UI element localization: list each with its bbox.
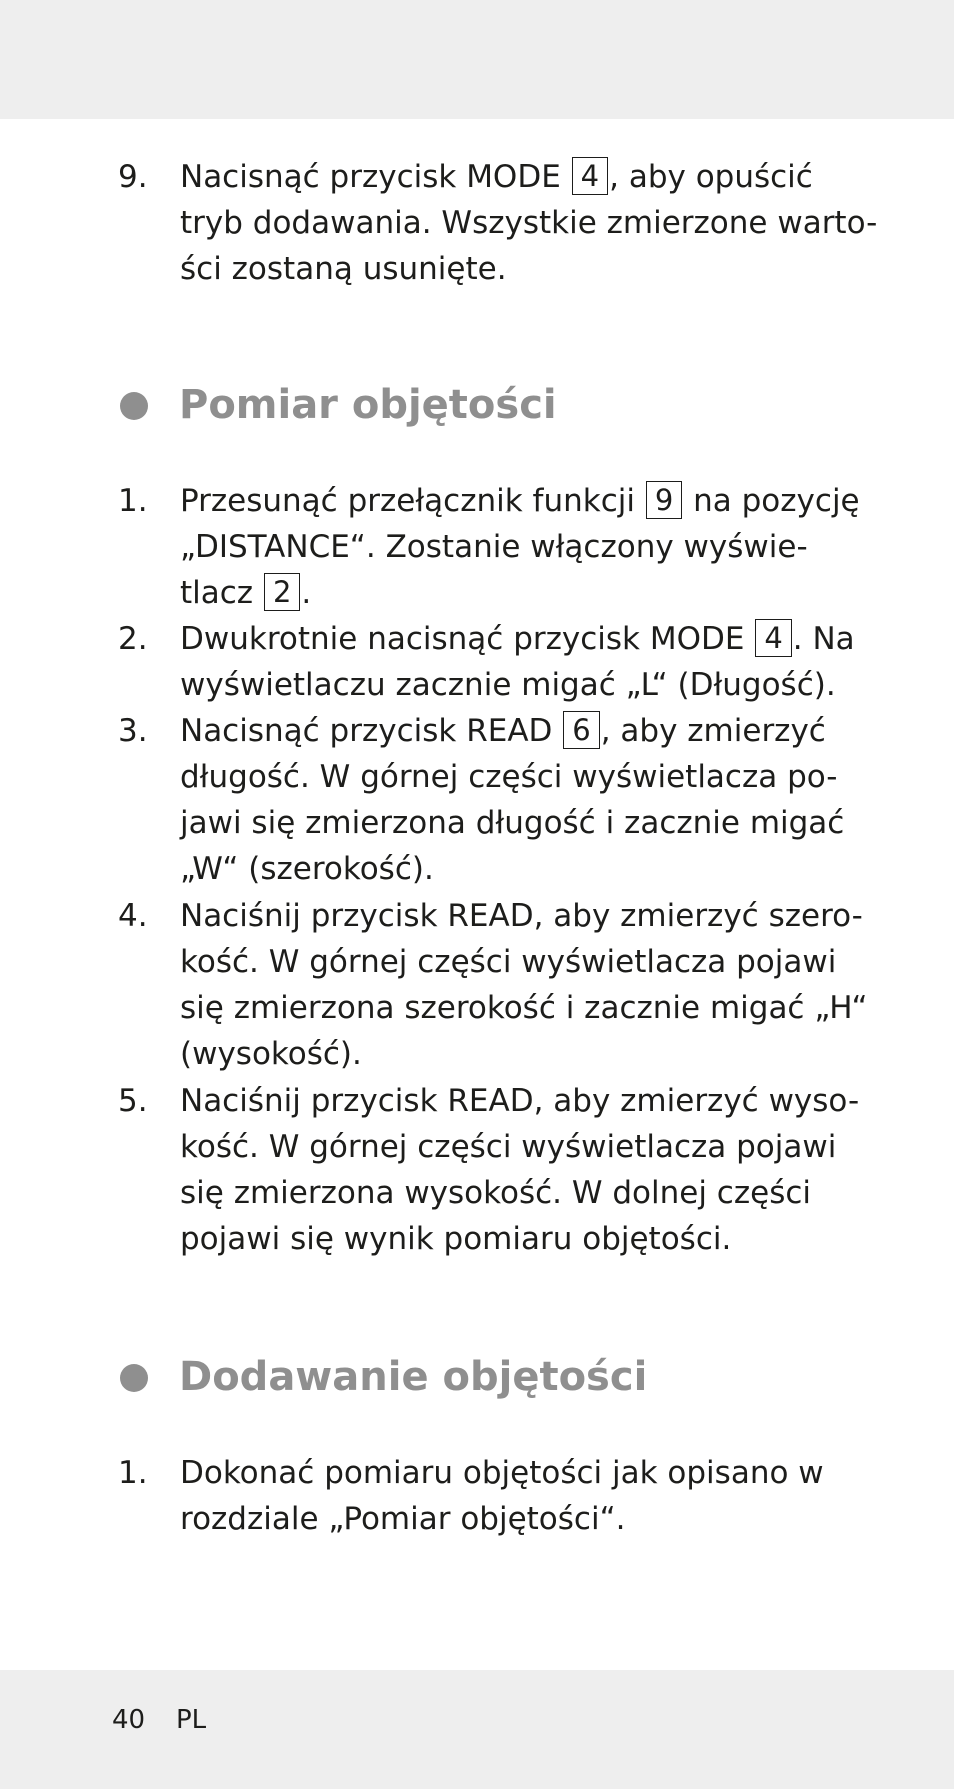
text-line: Nacisnąć przycisk READ 6 , aby zmierzyć xyxy=(180,713,826,749)
list-item-text xyxy=(180,1450,838,1542)
text-line: Naciśnij przycisk READ, aby zmierzyć szero- xyxy=(180,898,863,934)
list-item-number: 2. xyxy=(118,621,148,657)
list-item xyxy=(118,478,860,616)
language-code: PL xyxy=(176,1705,207,1735)
text-line: długość. W górnej części wyświetlacza po- xyxy=(180,759,838,795)
page-number: 40 xyxy=(112,1705,146,1735)
list-item-text xyxy=(180,1078,860,1262)
bullet-icon xyxy=(120,392,148,420)
text-line: Dokonać pomiaru objętości jak opisano w xyxy=(180,1455,824,1491)
bullet-icon xyxy=(120,1364,148,1392)
text-line: Naciśnij przycisk READ, aby zmierzyć wyso- xyxy=(180,1083,860,1119)
text-line: kość. W górnej części wyświetlacza pojawi xyxy=(180,944,837,980)
list-item xyxy=(118,616,855,708)
header-band xyxy=(0,0,954,119)
list-item xyxy=(118,154,878,292)
text-line: Dwukrotnie nacisnąć przycisk MODE 4 . Na xyxy=(180,621,855,657)
text-line: się zmierzona wysokość. W dolnej części xyxy=(180,1175,812,1211)
list-item-number: 5. xyxy=(118,1083,148,1119)
list-item-text xyxy=(180,478,860,616)
text-line: tryb dodawania. Wszystkie zmierzone warto- xyxy=(180,205,878,241)
list-item-text xyxy=(180,154,878,292)
section-title: Pomiar objętości xyxy=(179,382,557,428)
list-item-text xyxy=(180,708,845,892)
section-title: Dodawanie objętości xyxy=(179,1354,648,1400)
text-line: wyświetlaczu zacznie migać „L“ (Długość). xyxy=(180,667,836,703)
list-item-number: 4. xyxy=(118,898,148,934)
reference-number-box: 4 xyxy=(755,619,791,657)
text-line: Przesunąć przełącznik funkcji 9 na pozycję xyxy=(180,483,860,519)
text-line: „W“ (szerokość). xyxy=(180,851,434,887)
list-item-number: 1. xyxy=(118,1455,148,1491)
text-line: ści zostaną usunięte. xyxy=(180,251,507,287)
reference-number-box: 2 xyxy=(264,573,300,611)
list-item xyxy=(118,893,868,1077)
list-item-number: 9. xyxy=(118,159,148,195)
list-item-number: 3. xyxy=(118,713,148,749)
text-line: (wysokość). xyxy=(180,1036,362,1072)
text-line: jawi się zmierzona długość i zacznie migać xyxy=(180,805,845,841)
text-line: Nacisnąć przycisk MODE 4 , aby opuścić xyxy=(180,159,813,195)
text-line: rozdziale „Pomiar objętości“. xyxy=(180,1501,626,1537)
reference-number-box: 9 xyxy=(646,481,682,519)
list-item-text xyxy=(180,616,855,708)
list-item-number: 1. xyxy=(118,483,148,519)
list-item xyxy=(118,1450,838,1542)
text-line: się zmierzona szerokość i zacznie migać „H“ xyxy=(180,990,868,1026)
text-line: tlacz 2 . xyxy=(180,575,312,611)
section-heading-adding xyxy=(118,1350,878,1404)
section-heading-volume xyxy=(118,378,878,432)
list-item xyxy=(118,1078,860,1262)
text-line: „DISTANCE“. Zostanie włączony wyświe- xyxy=(180,529,808,565)
list-item xyxy=(118,708,845,892)
text-line: kość. W górnej części wyświetlacza pojawi xyxy=(180,1129,837,1165)
text-line: pojawi się wynik pomiaru objętości. xyxy=(180,1221,732,1257)
reference-number-box: 6 xyxy=(563,711,599,749)
list-item-text xyxy=(180,893,868,1077)
reference-number-box: 4 xyxy=(572,157,608,195)
